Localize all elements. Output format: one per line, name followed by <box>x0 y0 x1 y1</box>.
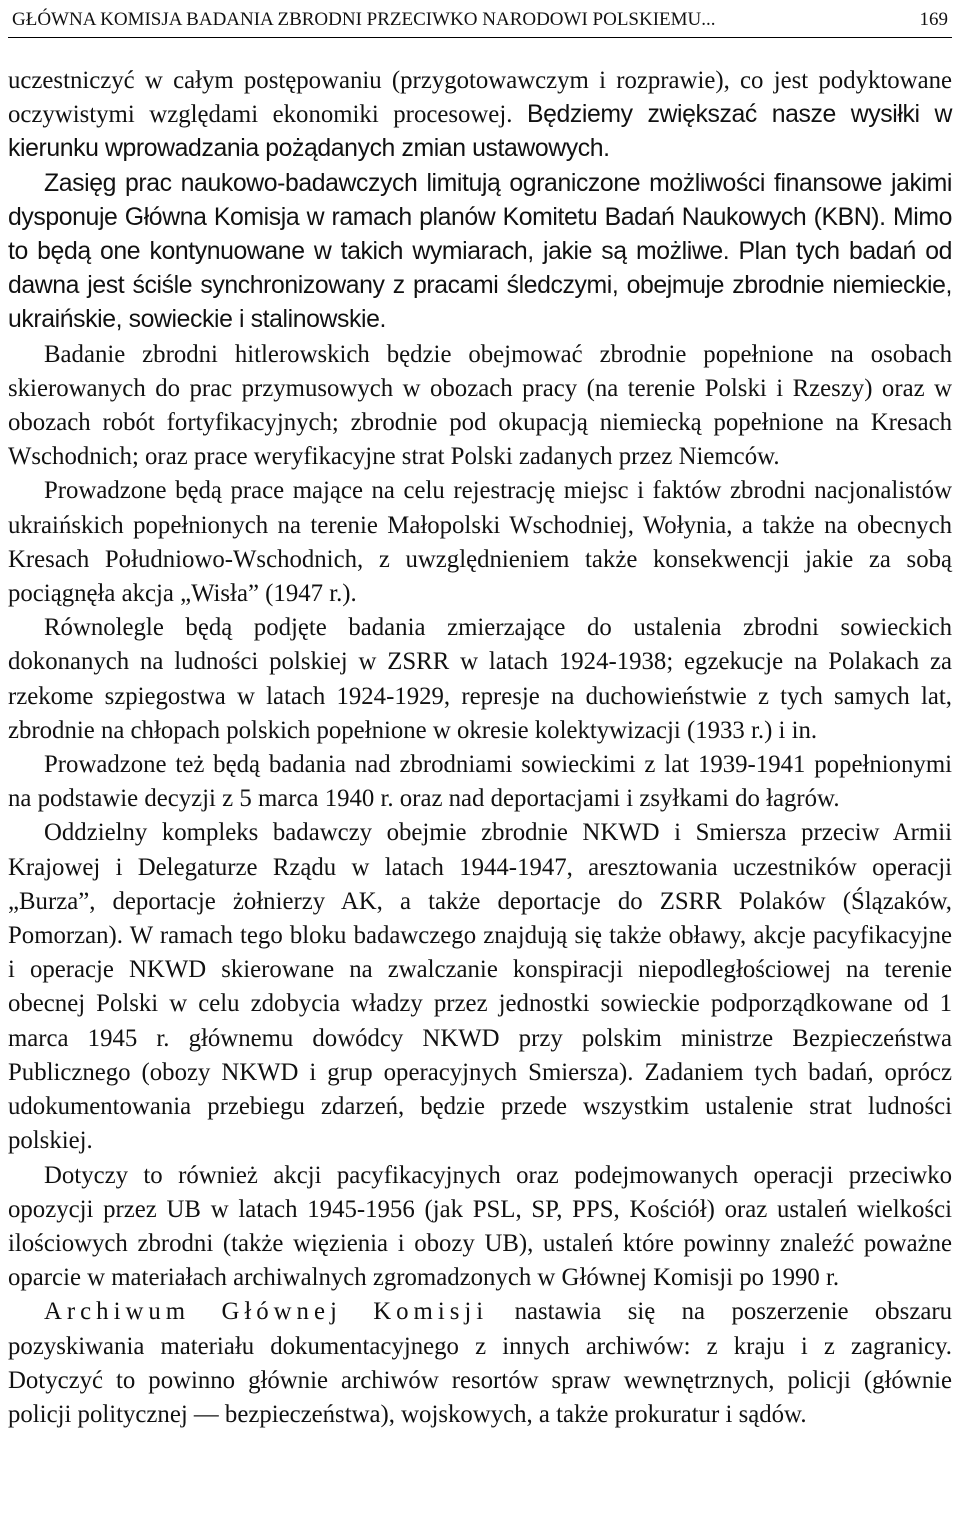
paragraph <box>8 816 952 1158</box>
paragraph <box>8 64 952 167</box>
paragraph-text: nastawia się na poszerzenie obszaru pozyskiwania materiału dokumentacyjnego z innych archiwów: z kraju i z zagranicy. Dotyczyć to powinno głównie archiwów resortów spraw wewnętrznych, policji (głównie policji politycznej — bezpieczeństwa), wojskowych, a także prokuratur i sądów. <box>8 1298 953 1428</box>
paragraph <box>8 748 952 816</box>
running-header <box>8 0 952 38</box>
paragraph-text: Prowadzone będą prace mające na celu rejestrację miejsc i faktów zbrodni nacjonalistów ukraińskich popełnionych na terenie Małopolski Wschodniej, Wołynia, a także na obecnych Kresach Południowo-Wschodnich, z uwzględnieniem także konsekwencji jakie za sobą pociągnęła akcja „Wisła” (1947 r.). <box>8 477 952 608</box>
paragraph-text: Zasięg <box>44 169 126 197</box>
paragraph-text: uczestniczyć w całym postępowaniu (przygotowawczym i rozprawie), co jest podyktowane oczywistymi względami ekonomiki procesowej. <box>8 67 952 129</box>
paragraph-text: Oddzielny kompleks badawczy obejmie zbrodnie NKWD i Smiersza przeciw Armii Krajowej i Delegaturze Rządu w latach 1944-1947, aresztowania uczestników operacji „Burza”, deportacje żołnierzy AK, a także deportacje do ZSRR Polaków (Ślązaków, Pomorzan). W ramach tego bloku badawczego znajdują się także obławy, akcje pacyfikacyjne i operacje NKWD skierowane na zwalczanie konspiracji niepodległościowej na terenie obecnej Polski w celu zdobycia władzy przez jednostki sowieckie podporządkowane od 1 marca 1945 r. głównemu dowódcy NKWD przy polskim ministrze Bezpieczeństwa Publicznego (obozy NKWD i grup operacyjnych Smiersza). Zadaniem tych badań, oprócz udokumentowania przebiegu zdarzeń, będzie przede wszystkim ustalenie strat ludności polskiej. <box>8 819 952 1155</box>
running-header-title: GŁÓWNA KOMISJA BADANIA ZBRODNI PRZECIWKO NARODOWI POLSKIEMU... <box>12 9 716 30</box>
paragraph <box>8 611 952 748</box>
page-number: 169 <box>919 9 948 30</box>
paragraph-text: Będziemy zwiększać nasze wysiłki w kierunku wprowadzania pożądanych zmian ustawowych. <box>8 101 952 163</box>
paragraph-text: Archiwum Głównej Komisji <box>44 1298 489 1326</box>
paragraph <box>8 167 952 338</box>
paragraph-text: limitują ograniczone możliwości finansowe jakimi dysponuje Główna Komisja w ramach planów Komitetu Badań Naukowych (KBN). Mimo to będą one kontynuowane w takich wymiarach, jakie są możliwe. Plan tych badań od dawna jest ściśle synchronizowany z pracami śledczymi, obejmuje zbrodnie niemieckie, ukraińskie, sowieckie i stalinowskie. <box>8 169 952 334</box>
paragraph-text: Badanie zbrodni hitlerowskich będzie obejmować zbrodnie popełnione na osobach skierowanych do prac przymusowych w obozach pracy (na terenie Polski i Rzeszy) oraz w obozach robót fortyfikacyjnych; zbrodnie pod okupacją niemiecką popełnione na Kresach Wschodnich; oraz prace weryfikacyjne strat Polski zadanych przez Niemców. <box>8 340 952 471</box>
paragraph-text: Dotyczy to również akcji pacyfikacyjnych oraz podejmowanych operacji przeciwko opozycji przez UB w latach 1945-1956 (jak PSL, SP, PPS, Kościół) oraz ustaleń wielkości ilościowych zbrodni (także więzienia i obozy UB), ustaleń które powinny znaleźć poważne oparcie w materiałach archiwalnych zgromadzonych w Głównej Komisji po 1990 r. <box>8 1161 952 1292</box>
paragraph <box>8 474 952 611</box>
paragraph <box>8 338 952 475</box>
body-text <box>8 64 952 1432</box>
paragraph-text: prac naukowo-badawczych <box>125 169 418 197</box>
paragraph-text: Równolegle będą podjęte badania zmierzające do ustalenia zbrodni sowieckich dokonanych na ludności polskiej w ZSRR w latach 1924-1938; egzekucje na Polakach za rzekome szpiegostwa w latach 1924-1929, represje na duchowieństwie z tych samych lat, zbrodnie na chłopach polskich popełnione w okresie kolektywizacji (1933 r.) i in. <box>8 614 952 744</box>
paragraph <box>8 1295 952 1432</box>
paragraph <box>8 1159 952 1296</box>
paragraph-text: Prowadzone też będą badania nad zbrodniami sowieckimi z lat 1939-1941 popełnionymi na podstawie decyzji z 5 marca 1940 r. oraz nad deportacjami i zsyłkami do łagrów. <box>8 751 952 813</box>
